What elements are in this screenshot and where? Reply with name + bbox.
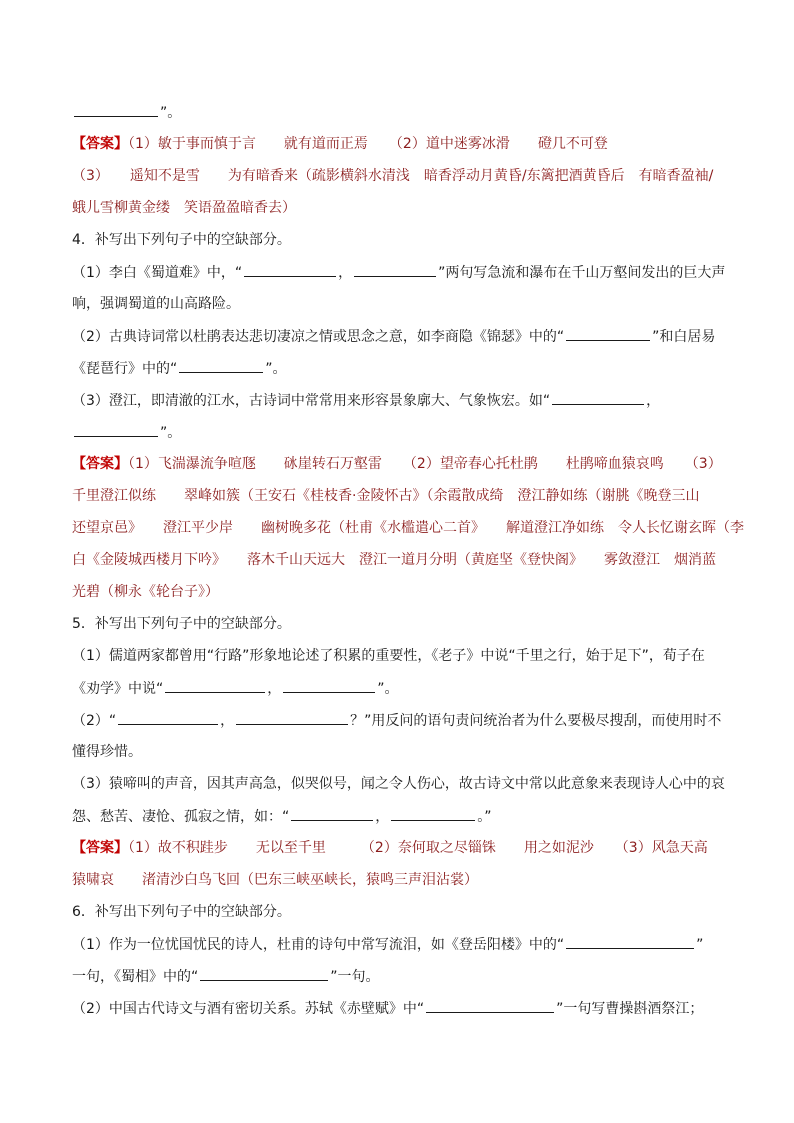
question-5-item3-cont: 怨、愁苦、凄怆、孤寂之情，如：“ ， 。” [72, 806, 732, 827]
answer-4-line2: 千里澄江似练 翠峰如簇（王安石《桂枝香·金陵怀古》（余霞散成绮 澄江静如练（谢朓《晚登三山 [72, 488, 700, 504]
answer-tag: 【答案】 [72, 840, 128, 856]
blank[interactable] [566, 934, 694, 949]
question-6-item2: （2）中国古代诗文与酒有密切关系。苏轼《赤壁赋》中“ ”一句写曹操斟酒祭江； [72, 998, 732, 1019]
answer-4-line5: 光碧（柳永《轮台子》） [72, 584, 219, 600]
question-4-item2: （2）古典诗词常以杜鹃表达悲切凄凉之情或思念之意，如李商隐《锦瑟》中的“ ”和白居易 [72, 326, 732, 347]
question-5-title: 5．补写出下列句子中的空缺部分。 [72, 616, 291, 632]
blank[interactable] [244, 262, 336, 277]
answer-5-line1: 【答案】（1）故不积跬步 无以至千里 （2）奈何取之尽锱铢 用之如泥沙 （3）风急天高 [72, 840, 708, 856]
question-5-item2-cont: 懂得珍惜。 [72, 744, 142, 760]
blank[interactable] [283, 678, 375, 693]
blank[interactable] [74, 102, 158, 117]
blank[interactable] [200, 966, 328, 981]
question-5-item1-cont: 《劝学》中说“ ， ”。 [72, 678, 732, 699]
question-6-item1-cont: 一句，《蜀相》中的“ ”一句。 [72, 966, 732, 987]
question-5-item2: （2）“ ， ？”用反问的语句责问统治者为什么要极尽搜刮，而使用时不 [72, 710, 732, 731]
question-4-item3-cont: ”。 [72, 422, 732, 443]
question-4-item3: （3）澄江，即清澈的江水，古诗词中常常用来形容景象廓大、气象恢宏。如“ ， [72, 390, 732, 411]
answer-tag: 【答案】 [72, 456, 128, 472]
answer-3-line1: 【答案】（1）敏于事而慎于言 就有道而正焉 （2）道中迷雾冰滑 磴几不可登 [72, 136, 608, 152]
question-4-item2-cont: 《琵琶行》中的“ ”。 [72, 358, 732, 379]
question-5-item3: （3）猿啼叫的声音，因其声高急，似哭似号，闻之令人伤心，故古诗文中常以此意象来表现诗人心中的哀 [72, 776, 725, 792]
blank[interactable] [236, 710, 348, 725]
answer-4-line3: 还望京邑》 澄江平少岸 幽树晚多花（杜甫《水槛遣心二首》 解道澄江净如练 令人长忆谢玄晖（李 [72, 520, 744, 536]
question-6-title: 6．补写出下列句子中的空缺部分。 [72, 904, 291, 920]
blank[interactable] [74, 422, 158, 437]
blank[interactable] [165, 678, 265, 693]
answer-5-line2: 猿啸哀 渚清沙白鸟飞回（巴东三峡巫峡长，猿鸣三声泪沾裳） [72, 872, 478, 888]
blank[interactable] [391, 806, 475, 821]
answer-4-line4: 白《金陵城西楼月下吟》 落木千山天远大 澄江一道月分明（黄庭坚《登快阁》 雾敛澄江 烟消蓝 [72, 552, 716, 568]
blank[interactable] [118, 710, 218, 725]
blank[interactable] [354, 262, 436, 277]
blank[interactable] [552, 390, 644, 405]
blank[interactable] [291, 806, 373, 821]
blank[interactable] [566, 326, 650, 341]
blank[interactable] [179, 358, 263, 373]
question-4-item1-cont: 响，强调蜀道的山高路险。 [72, 296, 240, 312]
prev-question-tail: ”。 [72, 102, 732, 123]
question-4-title: 4．补写出下列句子中的空缺部分。 [72, 232, 291, 248]
question-5-item1: （1）儒道两家都曾用“行路”形象地论述了积累的重要性，《老子》中说“千里之行，始于足下”，荀子在 [72, 648, 705, 664]
blank[interactable] [426, 998, 554, 1013]
answer-3-line3: 蛾儿雪柳黄金缕 笑语盈盈暗香去） [72, 200, 296, 216]
answer-3-line2: （3） 遥知不是雪 为有暗香来（疏影横斜水清浅 暗香浮动月黄昏/东篱把酒黄昏后 有暗香盈袖/ [72, 168, 714, 184]
question-4-item1: （1）李白《蜀道难》中，“ ， ”两句写急流和瀑布在千山万壑间发出的巨大声 [72, 262, 732, 283]
answer-4-line1: 【答案】（1）飞湍瀑流争喧豗 砯崖转石万壑雷 （2）望帝春心托杜鹃 杜鹃啼血猿哀鸣 （3） [72, 456, 722, 472]
question-6-item1: （1）作为一位忧国忧民的诗人，杜甫的诗句中常写流泪，如《登岳阳楼》中的“ ” [72, 934, 732, 955]
answer-tag: 【答案】 [72, 136, 128, 152]
